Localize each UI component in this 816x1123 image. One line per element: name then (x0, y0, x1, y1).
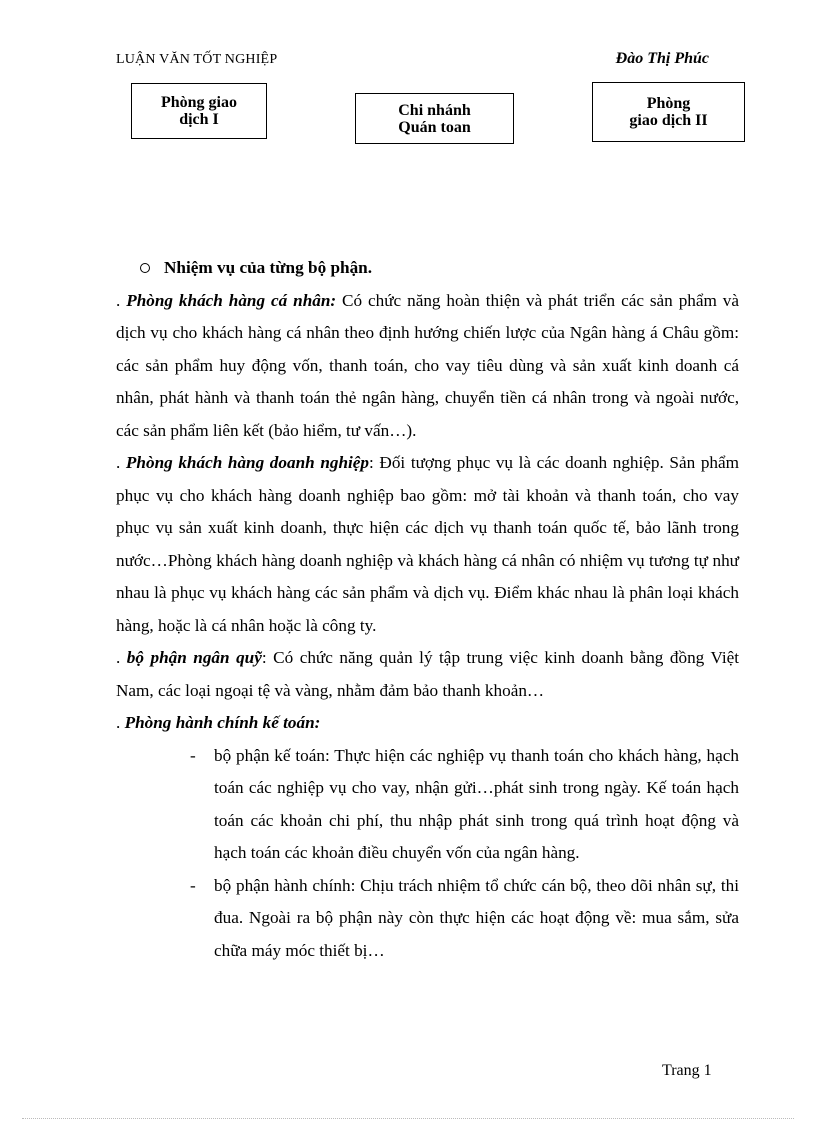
page-number: Trang 1 (662, 1062, 712, 1079)
paragraph-bullet: . (116, 453, 126, 472)
dash-bullet-icon: - (190, 875, 196, 895)
paragraph-lead: Phòng khách hàng doanh nghiệp (125, 453, 370, 472)
paragraph-ngan-quy (116, 642, 739, 707)
org-box-label: Chi nhánh Quán toan (398, 101, 471, 136)
section-heading-text: Nhiệm vụ của từng bộ phận. (164, 258, 373, 277)
paragraph-text: Có chức năng hoàn thiện và phát triển các sản phẩm và dịch vụ cho khách hàng cá nhân theo định hướng chiến lược của Ngân hàng á Châu gồm: các sản phẩm huy động vốn, thanh toán, cho vay tiêu dùng và sản xuất kinh doanh cá nhân, phát hành và thanh toán thẻ ngân hàng, chuyển tiền cá nhân trong và ngoài nước, các sản phẩm liên kết (bảo hiểm, tư vấn…). (116, 290, 740, 440)
paragraph-lead: Phòng khách hàng cá nhân: (126, 290, 337, 310)
list-item (190, 740, 739, 870)
paragraph-bullet: . (116, 290, 127, 310)
paragraph-doanh-nghiep (116, 447, 739, 642)
org-box-label: Phòng giao dịch II (629, 95, 708, 129)
list-item-text: bộ phận hành chính: Chịu trách nhiệm tổ chức cán bộ, theo dõi nhân sự, thi đua. Ngoài ra bộ phận này còn thực hiện các hoạt động về: mua sắm, sửa chữa máy móc thiết bị… (214, 875, 739, 960)
org-box-phong-giao-dich-1 (131, 83, 267, 139)
paragraph-bullet: . (116, 713, 125, 732)
paragraph-ca-nhan (116, 285, 739, 448)
org-box-label: Phòng giao dịch I (160, 94, 237, 128)
list-item-text: bộ phận kế toán: Thực hiện các nghiệp vụ thanh toán cho khách hàng, hạch toán các nghiệp vụ cho vay, nhận gửi…phát sinh trong ngày. Kế toán hạch toán các khoản chi phí, thu nhập phát sinh trong quá trình hoạt động và hạch toán các khoản điều chuyển vốn của ngân hàng. (214, 745, 739, 862)
paragraph-text: : Có chức năng quản lý tập trung việc kinh doanh bằng đồng Việt Nam, các loại ngoại tệ và vàng, nhằm đảm bảo thanh khoản… (116, 648, 740, 700)
paragraph-lead: bộ phận ngân quỹ (126, 648, 262, 667)
paragraph-text: : Đối tượng phục vụ là các doanh nghiệp. Sản phẩm phục vụ cho khách hàng doanh nghiệp bao gồm: mở tài khoản và thanh toán, cho vay phục vụ sản xuất kinh doanh, thực hiện các dịch vụ thanh toán quốc tế, bảo lãnh trong nước…Phòng khách hàng doanh nghiệp và khách hàng cá nhân có nhiệm vụ tương tự như nhau là phục vụ khách hàng các sản phẩm và dịch vụ. Điểm khác nhau là phân loại khách hàng, hoặc là cá nhân hoặc là công ty. (116, 453, 740, 635)
paragraph-bullet: . (116, 648, 127, 667)
dash-bullet-icon: - (190, 745, 196, 765)
paragraph-lead: Phòng hành chính kế toán: (124, 713, 321, 732)
header-thesis-label: LUẬN VĂN TỐT NGHIỆP (116, 52, 278, 67)
circle-bullet-icon (140, 263, 150, 273)
sub-department-list (116, 740, 739, 968)
page-bottom-divider (22, 1118, 794, 1119)
list-item (190, 870, 739, 968)
org-box-phong-giao-dich-2 (592, 82, 745, 142)
org-box-chi-nhanh (355, 93, 514, 144)
header-author-name: Đào Thị Phúc (615, 50, 709, 67)
document-body (116, 252, 739, 967)
section-heading (140, 252, 739, 285)
paragraph-hanh-chinh-ke-toan (116, 707, 739, 740)
